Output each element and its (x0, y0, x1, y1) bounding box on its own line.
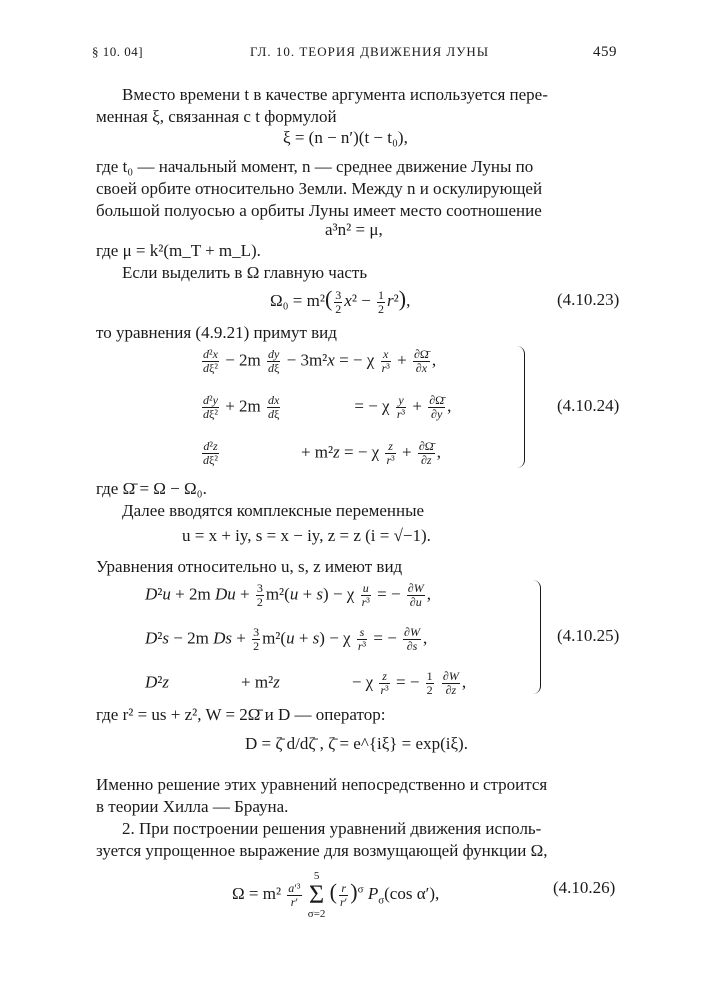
paragraph-line: менная ξ, связанная с t формулой (96, 107, 337, 126)
equation-number: (4.10.23) (557, 290, 620, 309)
paragraph-line: Уравнения относительно u, s, z имеют вид (96, 557, 403, 576)
paragraph-line: в теории Хилла — Брауна. (96, 797, 289, 816)
paragraph-line: Если выделить в Ω главную часть (122, 263, 368, 282)
equation-number: (4.10.25) (557, 626, 620, 645)
paragraph-line: то уравнения (4.9.21) примут вид (96, 323, 337, 342)
page-number: 459 (593, 44, 617, 60)
equation-system-row: $\frac{\text{d²z}}{\text{dξ²}}$ + m²z = − χ $\frac{z}{\text{r³}}$ + $\frac{\partial\Omegā}{\partial z}$ , (203, 439, 441, 467)
paragraph-line: где μ = k²(m_T + m_L). (96, 241, 261, 260)
equation-complex: u = x + iy, s = x − iy, z = z (i = √−1). (182, 526, 431, 545)
section-ref: § 10. 04] (92, 44, 144, 59)
equation-system-row: $\frac{\text{d²x}}{\text{dξ²}}$ − 2m $\frac{dy}{d\xi}$ − 3m²x = − χ $\frac{x}{\text{r³}}$ + $\frac{\partial\Omegā}{\partial x}$ , (203, 347, 437, 375)
equation-number: (4.10.24) (557, 396, 620, 415)
paragraph-line: большой полуосью a орбиты Луны имеет место соотношение (96, 201, 542, 220)
paragraph-line: Далее вводятся комплексные переменные (122, 501, 425, 520)
equation-system-row: D²z + m²z − χ $\frac{z}{\text{r³}}$ = − $\frac{1}{2}$ $\frac{\partial W}{\partial z}$ , (145, 669, 467, 697)
equation-kepler: a³n² = μ, (325, 220, 383, 239)
equation-xi: ξ = (n − n′)(t − t₀), (283, 128, 408, 147)
running-head: ГЛ. 10. ТЕОРИЯ ДВИЖЕНИЯ ЛУНЫ (250, 44, 490, 59)
system-brace (510, 346, 525, 468)
equation-system-row: $\frac{\text{d²y}}{\text{dξ²}}$ + 2m $\frac{dx}{d\xi}$ = − χ $\frac{y}{\text{r³}}$ + $\frac{\partial\Omegā}{\partial y}$ , (203, 393, 452, 421)
paragraph-line: зуется упрощенное выражение для возмущающей функции Ω, (96, 841, 548, 860)
equation-operator: D = ζ̄ d/dζ̄ , ζ̄ = e^{iξ} = exp(iξ). (245, 734, 468, 753)
paragraph-line: где r² = us + z², W = 2Ω̄ и D — оператор: (96, 705, 386, 724)
equation-omega-series: Ω = m² $\frac{\text{a′³}}{r'}$ 5 Σ σ=2 ( $\frac{r}{r'}$ )$^\sigma$ $P_\sigma(\cos$ α′), (232, 870, 440, 920)
equation-omega0: Ω₀ = m²( $\frac{3}{2}$ x² − $\frac{1}{2}$ r²), (270, 286, 411, 316)
equation-system-row: D²u + 2m Du + $\frac{3}{2}$ m²(u + s) − χ $\frac{u}{\text{r³}}$ = − $\frac{\partial W}{\partial u}$ , (145, 581, 431, 609)
equation-system-row: D²s − 2m Ds + $\frac{3}{2}$ m²(u + s) − χ $\frac{s}{\text{r³}}$ = − $\frac{\partial W}{\partial s}$ , (145, 625, 428, 653)
paragraph-line: где Ω̄ = Ω − Ω₀. (96, 479, 207, 498)
paragraph-line: 2. При построении решения уравнений движения исполь- (122, 819, 542, 838)
omega0-lhs: Ω₀ = m² (270, 291, 325, 310)
equation-number: (4.10.26) (553, 878, 616, 897)
paragraph-line: своей орбите относительно Земли. Между n и оскулирующей (96, 179, 543, 198)
paragraph-line: где t₀ — начальный момент, n — среднее движение Луны по (96, 157, 534, 176)
system-brace (526, 580, 541, 694)
paragraph-line: Вместо времени t в качестве аргумента используется пере- (122, 85, 548, 104)
paragraph-line: Именно решение этих уравнений непосредственно и строится (96, 775, 548, 794)
